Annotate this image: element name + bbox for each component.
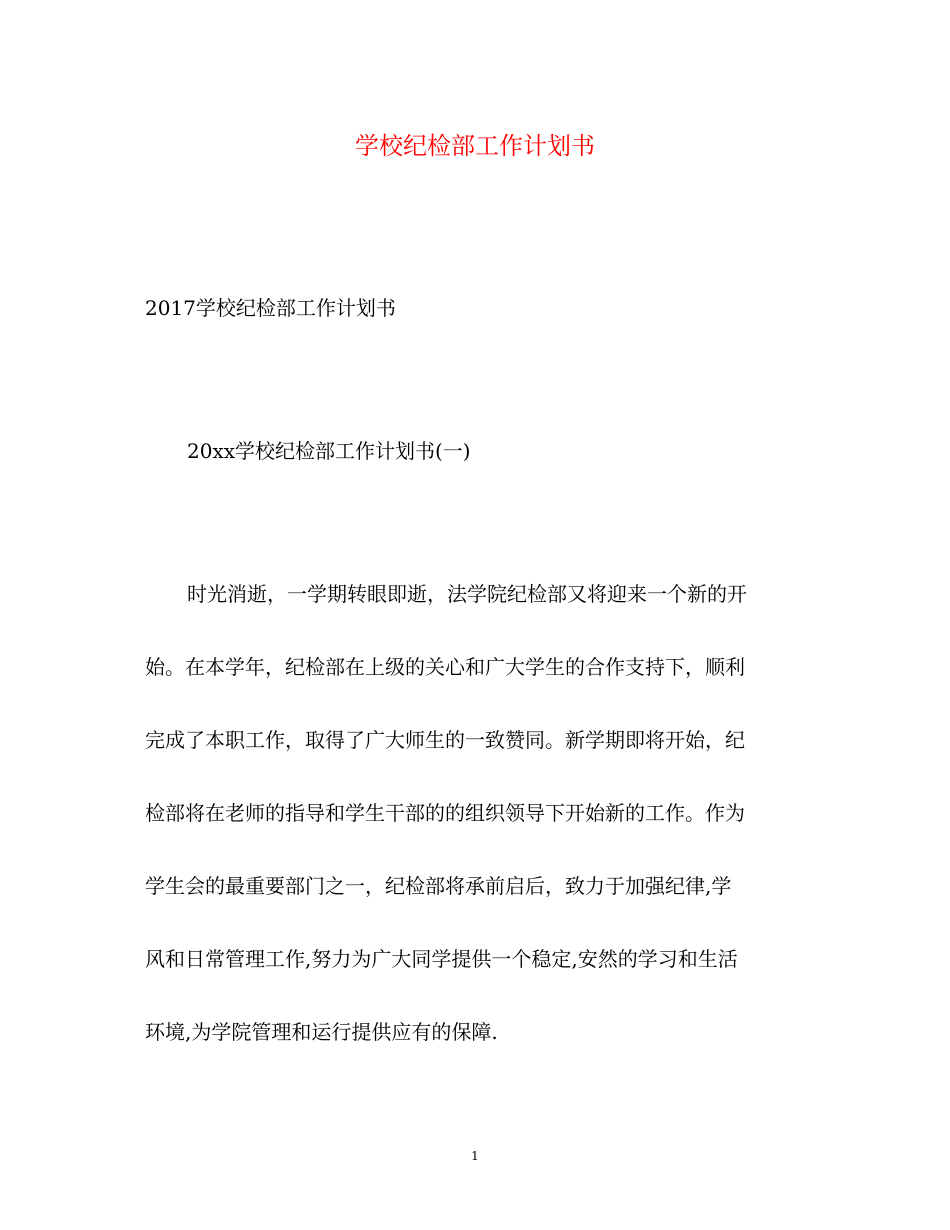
section-heading: 20xx学校纪检部工作计划书(一) <box>187 439 471 463</box>
paragraph-line: 风和日常管理工作,努力为广大同学提供一个稳定,安然的学习和生活 <box>145 947 738 971</box>
document-title: 学校纪检部工作计划书 <box>355 132 595 160</box>
paragraph-line: 时光消逝，一学期转眼即逝，法学院纪检部又将迎来一个新的开 <box>187 582 747 606</box>
paragraph-line: 环境,为学院管理和运行提供应有的保障. <box>145 1020 498 1044</box>
paragraph-line: 学生会的最重要部门之一，纪检部将承前启后，致力于加强纪律,学 <box>145 874 732 898</box>
paragraph-line: 始。在本学年，纪检部在上级的关心和广大学生的合作支持下，顺利 <box>145 655 745 679</box>
paragraph-line: 检部将在老师的指导和学生干部的的组织领导下开始新的工作。作为 <box>145 801 745 825</box>
page-number: 1 <box>471 1149 479 1163</box>
document-subtitle: 2017学校纪检部工作计划书 <box>145 296 396 320</box>
paragraph-line: 完成了本职工作，取得了广大师生的一致赞同。新学期即将开始，纪 <box>145 728 745 752</box>
